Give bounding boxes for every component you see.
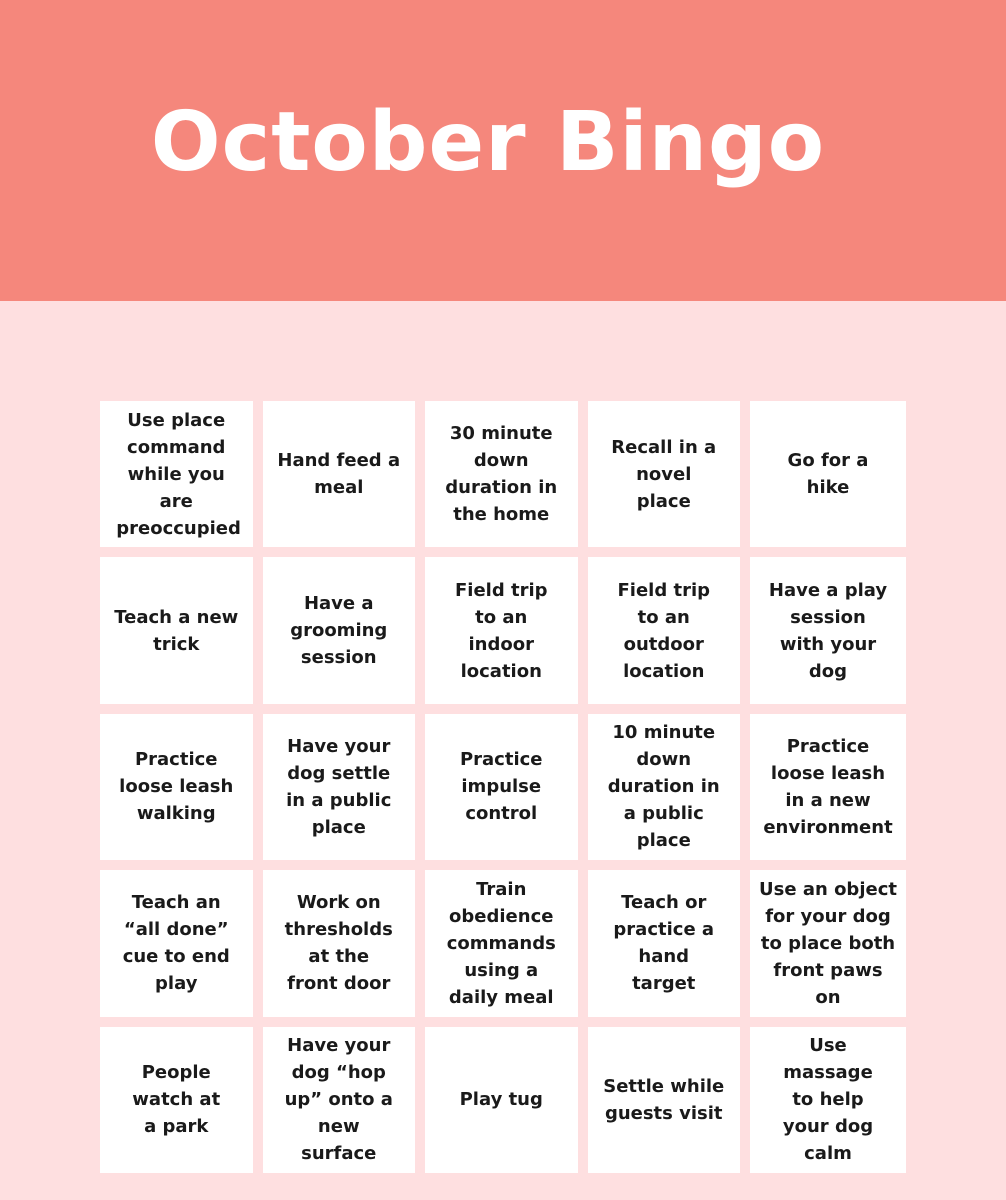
bingo-cell[interactable] xyxy=(425,401,578,547)
bingo-cell[interactable] xyxy=(425,557,578,703)
bingo-cell[interactable] xyxy=(750,401,906,547)
bingo-cell-text: Field trip to an outdoor location xyxy=(617,579,711,682)
bingo-cell-text: Field trip to an indoor location xyxy=(454,579,548,682)
bingo-cell-text: Teach an “all done” cue to end play xyxy=(122,892,230,995)
bingo-cell-text: Teach a new trick xyxy=(114,606,239,655)
bingo-cell[interactable] xyxy=(263,557,416,703)
bingo-cell-text: Have your dog “hop up” onto a new surface xyxy=(284,1035,393,1165)
bingo-cell[interactable] xyxy=(588,714,741,860)
bingo-cell-text: Use an object for your dog to place both front paws on xyxy=(759,878,897,1008)
bingo-cell[interactable] xyxy=(263,714,416,860)
bingo-cell-text: Practice impulse control xyxy=(459,749,543,825)
bingo-cell-text: Go for a hike xyxy=(787,450,869,499)
bingo-cell[interactable] xyxy=(100,557,253,703)
bingo-cell[interactable] xyxy=(100,870,253,1016)
bingo-cell[interactable] xyxy=(263,870,416,1016)
bingo-cell-text: Have a play session with your dog xyxy=(768,579,888,682)
bingo-cell-text: Play tug xyxy=(459,1089,543,1111)
bingo-cell[interactable] xyxy=(100,401,253,547)
bingo-cell[interactable] xyxy=(588,1027,741,1173)
bingo-cell[interactable] xyxy=(263,1027,416,1173)
bingo-cell[interactable] xyxy=(750,557,906,703)
bingo-cell[interactable] xyxy=(750,714,906,860)
bingo-cell-text: Practice loose leash in a new environment xyxy=(763,735,893,838)
bingo-cell-text: Have a grooming session xyxy=(290,593,388,669)
bingo-cell-text: 10 minute down duration in a public place xyxy=(607,722,720,852)
bingo-cell-text: 30 minute down duration in the home xyxy=(445,423,558,526)
header-banner xyxy=(0,0,1006,301)
bingo-cell[interactable] xyxy=(750,1027,906,1173)
bingo-cell[interactable] xyxy=(425,714,578,860)
bingo-cell-text: Recall in a novel place xyxy=(611,436,717,512)
bingo-cell[interactable] xyxy=(588,557,741,703)
bingo-cell[interactable] xyxy=(263,401,416,547)
bingo-cell-text: Teach or practice a hand target xyxy=(613,892,715,995)
bingo-cell-text: Work on thresholds at the front door xyxy=(284,892,393,995)
page-title: October Bingo xyxy=(150,95,826,190)
bingo-cell[interactable] xyxy=(425,1027,578,1173)
bingo-cell[interactable] xyxy=(588,870,741,1016)
bingo-cell-text: People watch at a park xyxy=(132,1062,221,1138)
bingo-cell[interactable] xyxy=(100,1027,253,1173)
bingo-cell[interactable] xyxy=(588,401,741,547)
bingo-cell[interactable] xyxy=(100,714,253,860)
bingo-cell[interactable] xyxy=(425,870,578,1016)
bingo-cell-text: Train obedience commands using a daily meal xyxy=(446,878,556,1008)
bingo-cell-text: Settle while guests visit xyxy=(603,1075,725,1124)
bingo-cell[interactable] xyxy=(750,870,906,1016)
bingo-cell-text: Use massage to help your dog calm xyxy=(782,1035,874,1165)
bingo-grid xyxy=(100,401,906,1173)
bingo-cell-text: Use place command while you are preoccupied xyxy=(116,409,241,539)
bingo-cell-text: Practice loose leash walking xyxy=(119,749,234,825)
bingo-cell-text: Hand feed a meal xyxy=(277,450,401,499)
bingo-cell-text: Have your dog settle in a public place xyxy=(286,735,392,838)
